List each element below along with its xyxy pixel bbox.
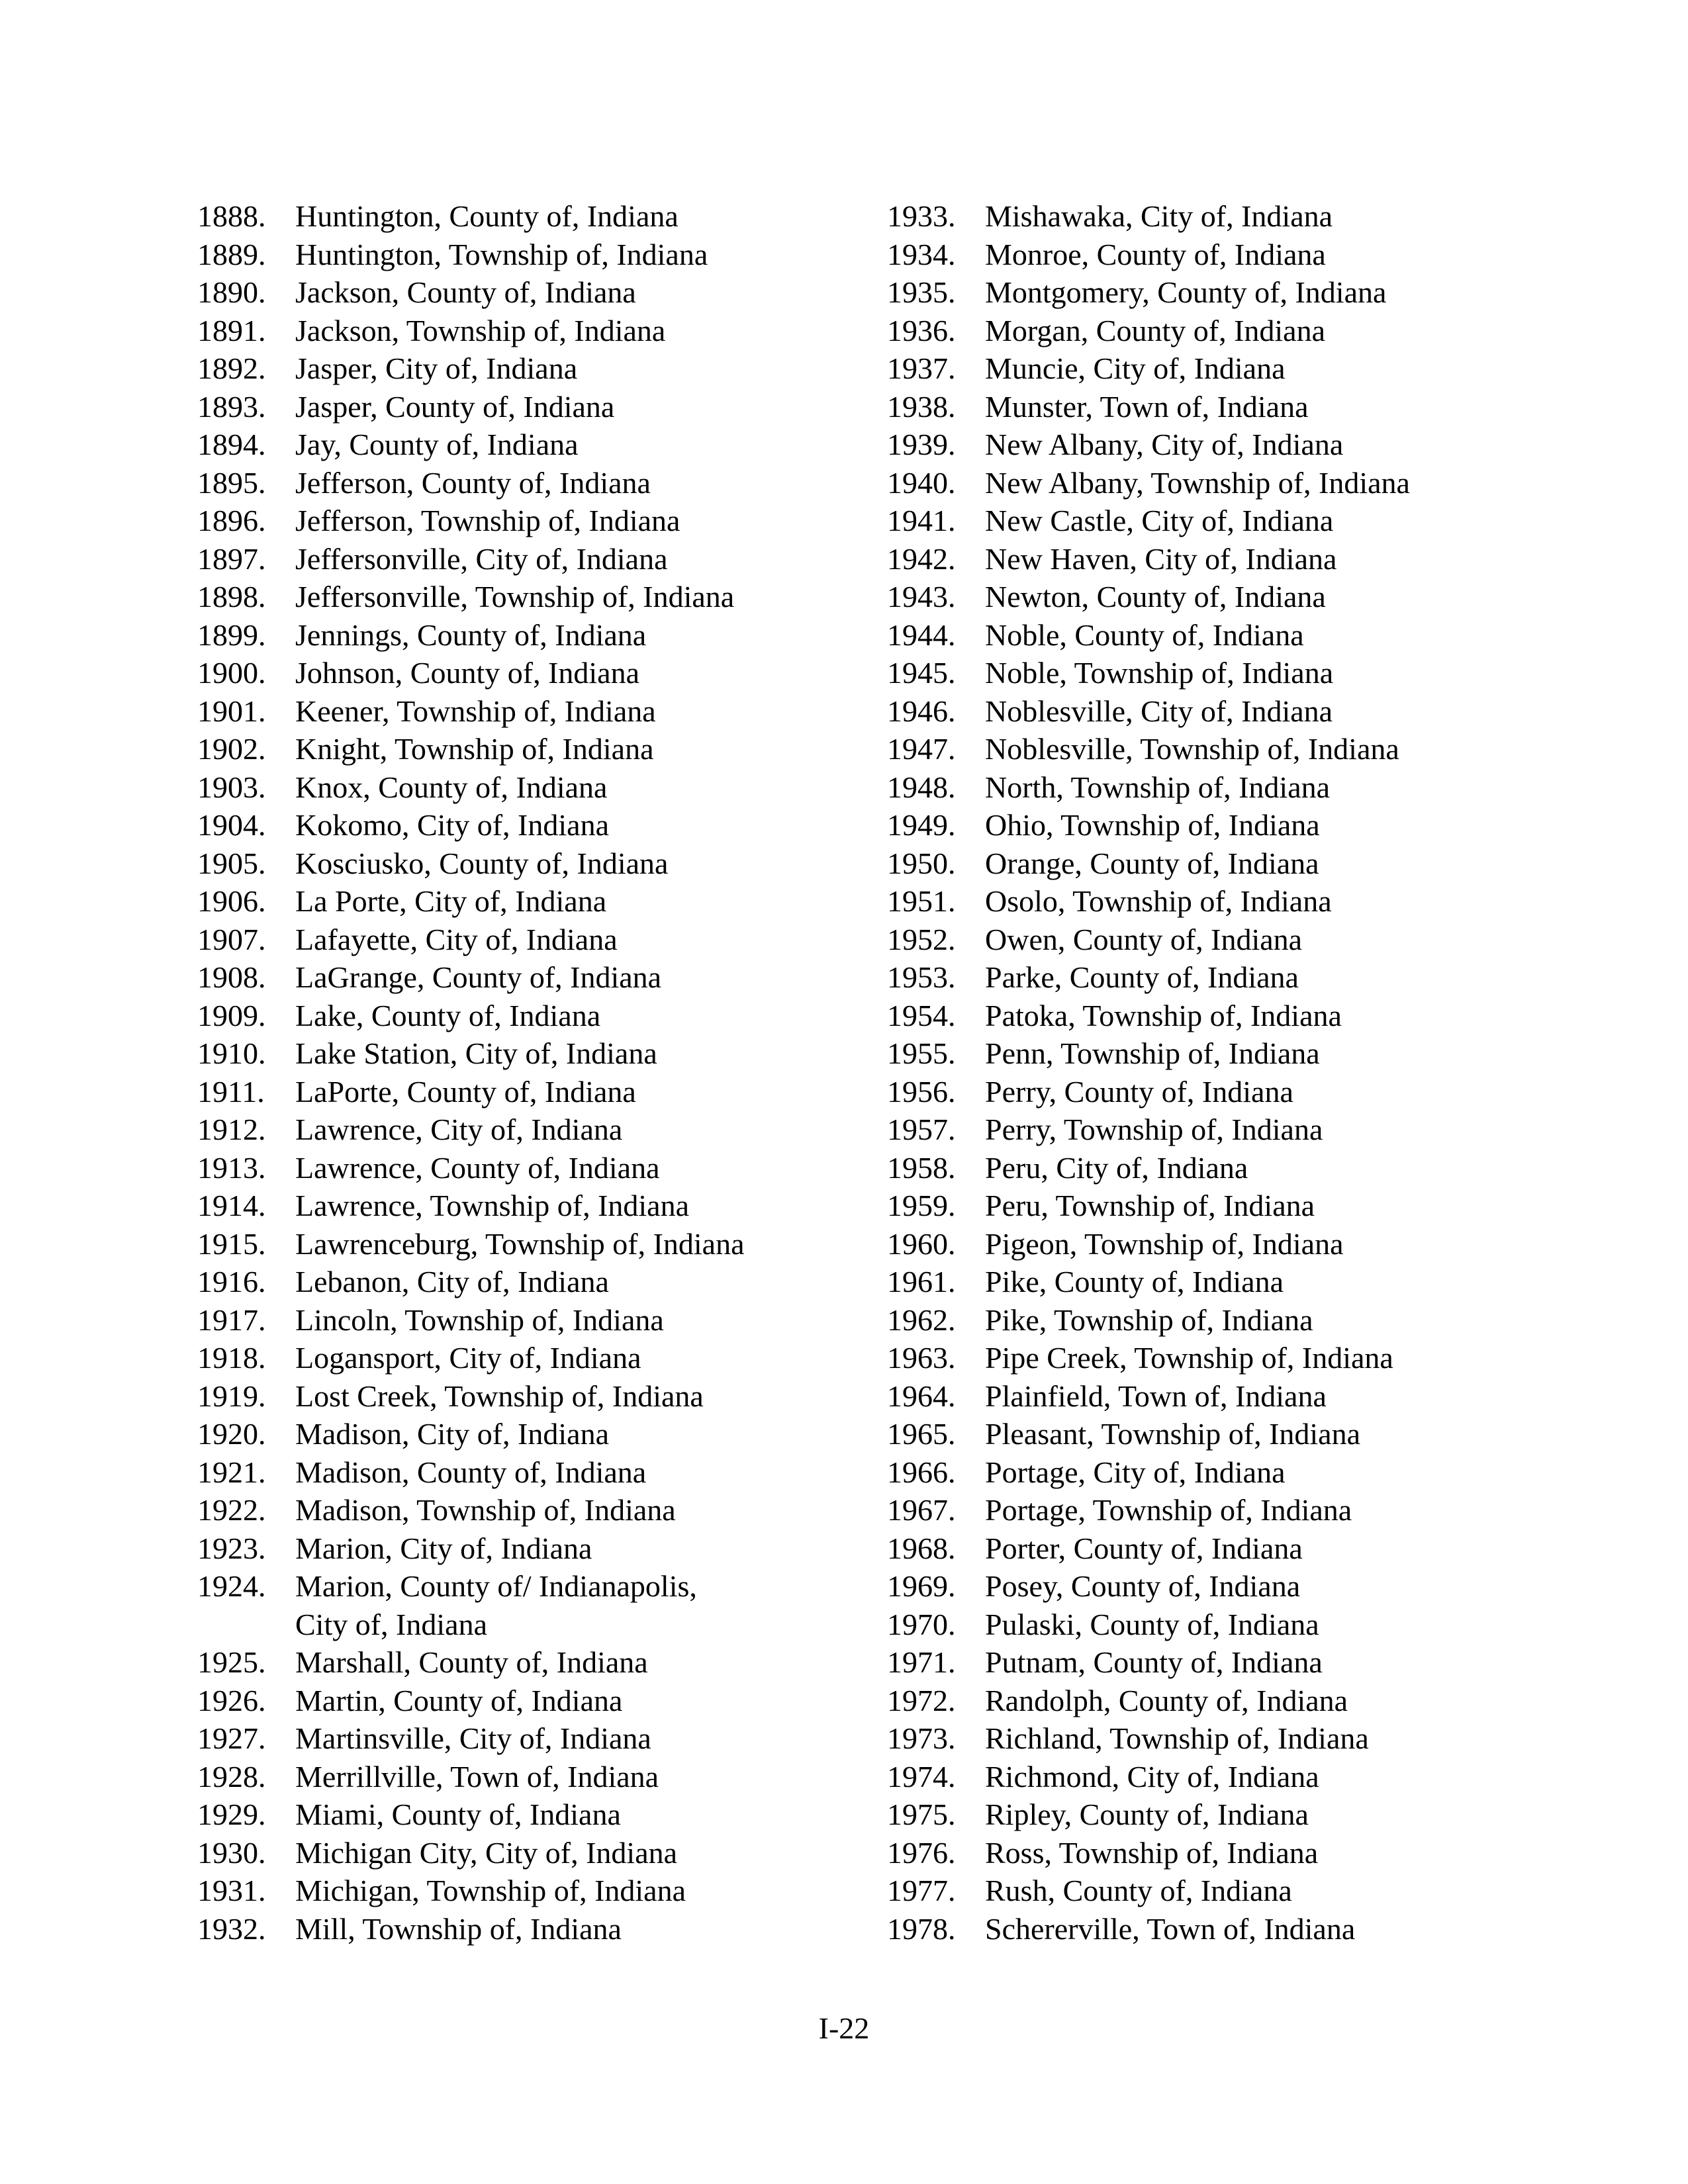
entry-number: 1939. [887, 428, 956, 461]
list-item [887, 1149, 1483, 1187]
entry-number: 1930. [197, 1835, 266, 1870]
list-item [197, 502, 859, 540]
entry-number: 1929. [197, 1797, 266, 1831]
list-item [197, 806, 859, 844]
entry-name: Putnam, County of, Indiana [985, 1645, 1323, 1679]
entry-name: Ohio, Township of, Indiana [985, 808, 1320, 842]
list-item [197, 349, 859, 388]
entry-number: 1916. [197, 1265, 266, 1298]
list-item [197, 1834, 859, 1872]
entry-name: Noblesville, City of, Indiana [985, 694, 1333, 728]
entry-number: 1933. [887, 199, 956, 233]
entry-number: 1900. [197, 656, 266, 690]
entry-name: Lincoln, Township of, Indiana [295, 1302, 664, 1337]
entry-name: Mishawaka, City of, Indiana [985, 199, 1333, 233]
list-item [197, 1149, 859, 1187]
entry-number: 1921. [197, 1455, 266, 1489]
entry-name: Marion, City of, Indiana [295, 1531, 592, 1565]
entry-number: 1934. [887, 237, 956, 271]
entry-name: Porter, County of, Indiana [985, 1531, 1303, 1565]
entry-name: Owen, County of, Indiana [985, 922, 1303, 956]
entry-name: Jackson, County of, Indiana [295, 275, 636, 309]
entry-name: Pigeon, Township of, Indiana [985, 1226, 1344, 1261]
entry-number: 1938. [887, 389, 956, 424]
list-item [887, 1529, 1483, 1568]
entry-name: Noble, County of, Indiana [985, 617, 1304, 652]
entry-number: 1888. [197, 199, 266, 233]
entry-name: New Castle, City of, Indiana [985, 504, 1334, 537]
list-item [887, 958, 1483, 997]
entry-number: 1913. [197, 1150, 266, 1185]
entry-number: 1970. [887, 1607, 956, 1641]
entry-name: Michigan City, City of, Indiana [295, 1835, 678, 1870]
list-item [197, 1567, 859, 1643]
entry-number: 1953. [887, 960, 956, 994]
list-item [197, 1910, 859, 1948]
entry-name: Michigan, Township of, Indiana [295, 1874, 686, 1907]
entry-name: Richmond, City of, Indiana [985, 1759, 1319, 1794]
list-item [887, 1415, 1483, 1453]
entry-name: Jackson, Township of, Indiana [295, 313, 666, 347]
entry-number: 1956. [887, 1074, 956, 1109]
list-item [887, 1491, 1483, 1529]
entry-number: 1896. [197, 504, 266, 537]
entry-number: 1925. [197, 1645, 266, 1679]
entry-number: 1889. [197, 237, 266, 271]
entry-number: 1960. [887, 1226, 956, 1261]
entry-name: Jeffersonville, City of, Indiana [295, 541, 668, 576]
entry-number: 1891. [197, 313, 266, 347]
list-item [887, 882, 1483, 921]
list-item [197, 1872, 859, 1910]
entry-number: 1905. [197, 846, 266, 880]
entry-number: 1899. [197, 617, 266, 652]
entry-name: Madison, Township of, Indiana [295, 1493, 676, 1527]
entry-number: 1895. [197, 465, 266, 500]
entry-name: Monroe, County of, Indiana [985, 237, 1326, 271]
entry-name: Pipe Creek, Township of, Indiana [985, 1341, 1393, 1375]
entry-number: 1964. [887, 1379, 956, 1413]
list-item [197, 426, 859, 464]
entry-name: Lake, County of, Indiana [295, 998, 601, 1032]
entry-name: Keener, Township of, Indiana [295, 694, 656, 728]
entry-name: Madison, County of, Indiana [295, 1455, 647, 1489]
entry-name: Jennings, County of, Indiana [295, 617, 647, 652]
entry-number: 1943. [887, 580, 956, 614]
entry-name: Jasper, City of, Indiana [295, 351, 578, 385]
entry-name: Miami, County of, Indiana [295, 1797, 621, 1831]
entry-number: 1901. [197, 694, 266, 728]
list-item [887, 540, 1483, 578]
list-item [197, 616, 859, 655]
entry-name: New Albany, City of, Indiana [985, 428, 1344, 461]
entry-number: 1935. [887, 275, 956, 309]
list-item [887, 1301, 1483, 1340]
entry-name: Kosciusko, County of, Indiana [295, 846, 669, 880]
entry-number: 1917. [197, 1302, 266, 1337]
entry-name: Morgan, County of, Indiana [985, 313, 1326, 347]
list-item [197, 844, 859, 883]
list-item [197, 540, 859, 578]
entry-name: Peru, City of, Indiana [985, 1150, 1248, 1185]
entry-name: Mill, Township of, Indiana [295, 1911, 622, 1946]
list-item [197, 1339, 859, 1377]
entry-number: 1944. [887, 617, 956, 652]
entry-name: Lost Creek, Township of, Indiana [295, 1379, 704, 1413]
list-item [887, 921, 1483, 959]
list-item [197, 1301, 859, 1340]
entry-number: 1932. [197, 1911, 266, 1946]
list-item [887, 730, 1483, 768]
entry-number: 1926. [197, 1683, 266, 1717]
list-item [197, 692, 859, 731]
entry-number: 1911. [197, 1074, 265, 1109]
entry-number: 1919. [197, 1379, 266, 1413]
list-item [887, 1263, 1483, 1301]
list-item [887, 692, 1483, 731]
entry-number: 1948. [887, 770, 956, 804]
list-item [887, 197, 1483, 236]
list-item [887, 312, 1483, 350]
entry-name: Lawrence, Township of, Indiana [295, 1189, 690, 1222]
entry-name: Rush, County of, Indiana [985, 1874, 1292, 1907]
entry-number: 1912. [197, 1113, 266, 1146]
list-item [197, 1263, 859, 1301]
list-item [197, 1682, 859, 1720]
entry-number: 1908. [197, 960, 266, 994]
entry-number: 1931. [197, 1874, 266, 1907]
list-item [887, 1834, 1483, 1872]
list-item [197, 1643, 859, 1682]
entry-number: 1937. [887, 351, 956, 385]
entry-name: Johnson, County of, Indiana [295, 656, 640, 690]
entry-number: 1892. [197, 351, 266, 385]
entry-number: 1904. [197, 808, 266, 842]
list-item [197, 1225, 859, 1263]
entry-number: 1955. [887, 1036, 956, 1070]
entry-number: 1893. [197, 389, 266, 424]
entry-number: 1972. [887, 1683, 956, 1717]
list-item [197, 312, 859, 350]
entry-name: Lebanon, City of, Indiana [295, 1265, 609, 1298]
list-item [197, 1796, 859, 1834]
entry-number: 1922. [197, 1493, 266, 1527]
entry-name: Orange, County of, Indiana [985, 846, 1319, 880]
list-item [887, 502, 1483, 540]
entry-name: Knox, County of, Indiana [295, 770, 608, 804]
entry-name: LaPorte, County of, Indiana [295, 1074, 636, 1109]
entry-number: 1898. [197, 580, 266, 614]
entry-number: 1947. [887, 732, 956, 766]
list-item [887, 616, 1483, 655]
list-item [887, 806, 1483, 844]
entry-name: Newton, County of, Indiana [985, 580, 1326, 614]
list-item [197, 1073, 859, 1111]
list-item [197, 388, 859, 426]
entry-name: Parke, County of, Indiana [985, 960, 1299, 994]
entry-name: Pike, County of, Indiana [985, 1265, 1284, 1298]
entry-number: 1974. [887, 1759, 956, 1794]
entry-name: Patoka, Township of, Indiana [985, 998, 1342, 1032]
entry-number: 1902. [197, 732, 266, 766]
entry-name: Plainfield, Town of, Indiana [985, 1379, 1327, 1413]
entry-name: Munster, Town of, Indiana [985, 389, 1309, 424]
entry-name: Ross, Township of, Indiana [985, 1835, 1319, 1870]
entry-number: 1945. [887, 656, 956, 690]
list-item [887, 768, 1483, 807]
entry-number: 1928. [197, 1759, 266, 1794]
list-item [197, 997, 859, 1035]
entry-number: 1967. [887, 1493, 956, 1527]
list-item [887, 1453, 1483, 1492]
entry-number: 1957. [887, 1113, 956, 1146]
entry-number: 1903. [197, 770, 266, 804]
entry-name: Marshall, County of, Indiana [295, 1645, 648, 1679]
list-item [887, 654, 1483, 692]
entry-name: Madison, City of, Indiana [295, 1417, 609, 1451]
entry-name: Huntington, County of, Indiana [295, 199, 679, 233]
right-column-list [887, 197, 1483, 1948]
entry-name: Knight, Township of, Indiana [295, 732, 654, 766]
entry-name: Jeffersonville, Township of, Indiana [295, 580, 735, 614]
entry-number: 1961. [887, 1265, 956, 1298]
list-item [197, 1415, 859, 1453]
list-item [197, 1111, 859, 1149]
entry-number: 1969. [887, 1569, 956, 1603]
entry-number: 1946. [887, 694, 956, 728]
entry-name: Montgomery, County of, Indiana [985, 275, 1387, 309]
entry-name: Merrillville, Town of, Indiana [295, 1759, 659, 1794]
entry-name: Martin, County of, Indiana [295, 1683, 623, 1717]
entry-number: 1976. [887, 1835, 956, 1870]
entry-number: 1941. [887, 504, 956, 537]
list-item [887, 426, 1483, 464]
entry-number: 1923. [197, 1531, 266, 1565]
entry-number: 1959. [887, 1189, 956, 1222]
list-item [197, 768, 859, 807]
list-item [887, 1073, 1483, 1111]
entry-name: Huntington, Township of, Indiana [295, 237, 708, 271]
list-item [197, 654, 859, 692]
entry-number: 1924. [197, 1569, 266, 1603]
list-item [887, 1111, 1483, 1149]
entry-number: 1894. [197, 428, 266, 461]
entry-name: Richland, Township of, Indiana [985, 1721, 1369, 1755]
entry-number: 1907. [197, 922, 266, 956]
entry-number: 1940. [887, 465, 956, 500]
list-item [887, 1225, 1483, 1263]
entry-number: 1965. [887, 1417, 956, 1451]
entry-number: 1968. [887, 1531, 956, 1565]
entry-number: 1951. [887, 884, 956, 918]
list-item [887, 236, 1483, 274]
page-number: I-22 [818, 2011, 870, 2045]
entry-number: 1950. [887, 846, 956, 880]
entry-number: 1975. [887, 1797, 956, 1831]
list-item [197, 1529, 859, 1568]
entry-number: 1890. [197, 275, 266, 309]
entry-number: 1936. [887, 313, 956, 347]
entry-number: 1978. [887, 1911, 956, 1946]
entry-name: Osolo, Township of, Indiana [985, 884, 1332, 918]
list-item [197, 1758, 859, 1796]
entry-name: La Porte, City of, Indiana [295, 884, 607, 918]
list-item [197, 958, 859, 997]
list-item [887, 1719, 1483, 1758]
entry-name: Jay, County of, Indiana [295, 428, 579, 461]
entry-name: Lawrence, City of, Indiana [295, 1113, 623, 1146]
list-item [887, 1796, 1483, 1834]
list-item [197, 197, 859, 236]
entry-name: Noble, Township of, Indiana [985, 656, 1334, 690]
entry-name: Lake Station, City of, Indiana [295, 1036, 657, 1070]
entry-name: New Haven, City of, Indiana [985, 541, 1337, 576]
list-item [197, 1377, 859, 1416]
entry-name: Lawrenceburg, Township of, Indiana [295, 1226, 745, 1261]
left-column-list [197, 197, 859, 1948]
entry-number: 1920. [197, 1417, 266, 1451]
list-item [887, 1567, 1483, 1606]
list-item [887, 997, 1483, 1035]
entry-number: 1971. [887, 1645, 956, 1679]
list-item [197, 1453, 859, 1492]
list-item [197, 578, 859, 616]
entry-name: Jasper, County of, Indiana [295, 389, 615, 424]
entry-name: Noblesville, Township of, Indiana [985, 732, 1399, 766]
entry-name: Perry, County of, Indiana [985, 1074, 1293, 1109]
entry-name: Lawrence, County of, Indiana [295, 1150, 660, 1185]
entry-number: 1958. [887, 1150, 956, 1185]
entry-number: 1942. [887, 541, 956, 576]
entry-number: 1962. [887, 1302, 956, 1337]
list-item [197, 1719, 859, 1758]
entry-name: Marion, County of/ Indianapolis, City of, Indiana [295, 1569, 697, 1641]
entry-number: 1963. [887, 1341, 956, 1375]
list-item [197, 882, 859, 921]
entry-number: 1949. [887, 808, 956, 842]
entry-number: 1910. [197, 1036, 266, 1070]
entry-name: Jefferson, Township of, Indiana [295, 504, 680, 537]
entry-number: 1927. [197, 1721, 266, 1755]
list-item [887, 388, 1483, 426]
entry-name: Portage, Township of, Indiana [985, 1493, 1352, 1527]
list-item [887, 1872, 1483, 1910]
list-item [887, 1034, 1483, 1073]
list-item [887, 1187, 1483, 1225]
entry-name: LaGrange, County of, Indiana [295, 960, 662, 994]
entry-name: Kokomo, City of, Indiana [295, 808, 609, 842]
list-item [197, 464, 859, 502]
list-item [887, 1910, 1483, 1948]
entry-name: Ripley, County of, Indiana [985, 1797, 1309, 1831]
list-item [887, 349, 1483, 388]
entry-name: New Albany, Township of, Indiana [985, 465, 1410, 500]
entry-name: Logansport, City of, Indiana [295, 1341, 641, 1375]
list-item [887, 1758, 1483, 1796]
entry-name: Perry, Township of, Indiana [985, 1113, 1323, 1146]
list-item [887, 464, 1483, 502]
list-item [197, 921, 859, 959]
list-item [197, 730, 859, 768]
entry-number: 1897. [197, 541, 266, 576]
entry-name: Pleasant, Township of, Indiana [985, 1417, 1361, 1451]
entry-name: North, Township of, Indiana [985, 770, 1331, 804]
entry-name: Martinsville, City of, Indiana [295, 1721, 651, 1755]
entry-number: 1952. [887, 922, 956, 956]
list-item [197, 236, 859, 274]
entry-name: Pulaski, County of, Indiana [985, 1607, 1319, 1641]
entry-name: Schererville, Town of, Indiana [985, 1911, 1356, 1946]
list-item [197, 1034, 859, 1073]
entry-number: 1954. [887, 998, 956, 1032]
entry-name: Portage, City of, Indiana [985, 1455, 1286, 1489]
entry-number: 1914. [197, 1189, 266, 1222]
entry-number: 1906. [197, 884, 266, 918]
list-item [887, 273, 1483, 312]
entry-number: 1915. [197, 1226, 266, 1261]
list-item [887, 1339, 1483, 1377]
list-item [197, 273, 859, 312]
list-item [887, 1682, 1483, 1720]
entry-name: Randolph, County of, Indiana [985, 1683, 1348, 1717]
entry-name: Lafayette, City of, Indiana [295, 922, 618, 956]
list-item [197, 1491, 859, 1529]
entry-name: Muncie, City of, Indiana [985, 351, 1286, 385]
list-item [887, 1377, 1483, 1416]
entry-number: 1909. [197, 998, 266, 1032]
list-item [887, 578, 1483, 616]
entry-number: 1966. [887, 1455, 956, 1489]
entry-name: Pike, Township of, Indiana [985, 1302, 1313, 1337]
list-item [197, 1187, 859, 1225]
entry-number: 1918. [197, 1341, 266, 1375]
entry-name: Posey, County of, Indiana [985, 1569, 1301, 1603]
entry-name: Jefferson, County of, Indiana [295, 465, 651, 500]
entry-number: 1977. [887, 1874, 956, 1907]
entry-number: 1973. [887, 1721, 956, 1755]
list-item [887, 1643, 1483, 1682]
list-item [887, 1606, 1483, 1644]
entry-name: Peru, Township of, Indiana [985, 1189, 1315, 1222]
entry-name: Penn, Township of, Indiana [985, 1036, 1320, 1070]
list-item [887, 844, 1483, 883]
